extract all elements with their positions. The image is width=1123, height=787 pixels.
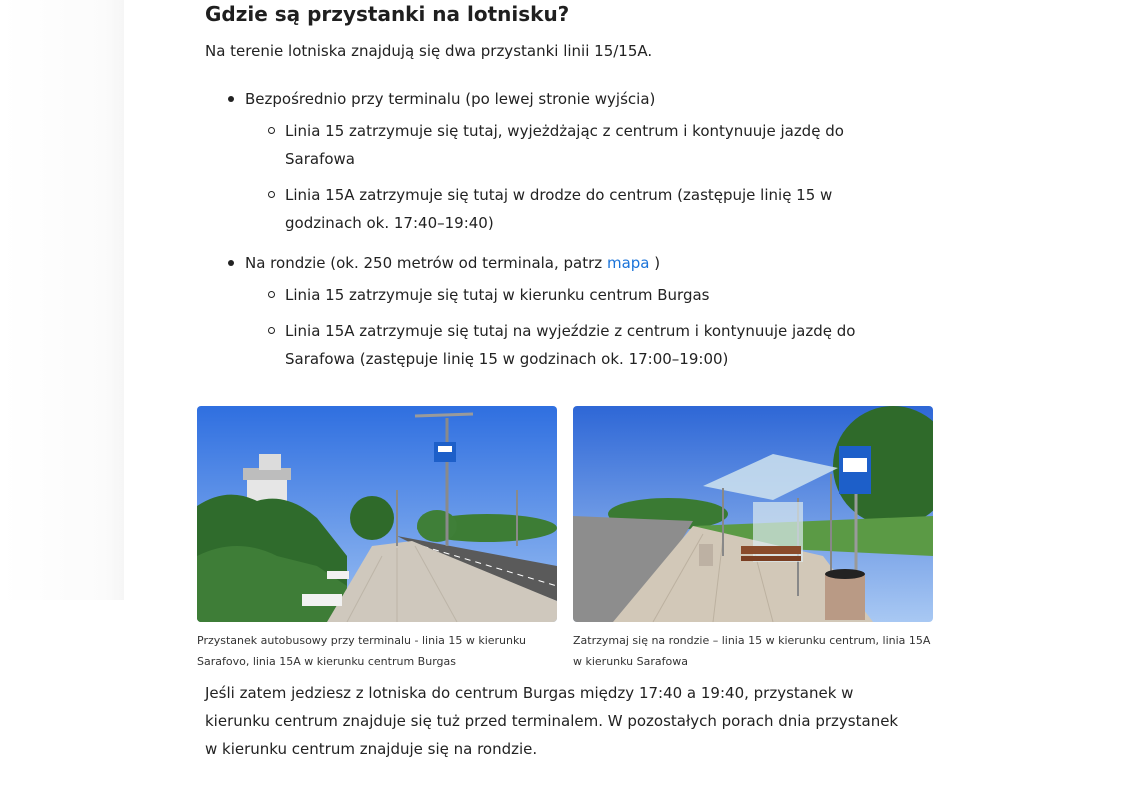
list-subitem: Linia 15 zatrzymuje się tutaj w kierunku centrum Burgas [285,281,875,309]
list-subitem: Linia 15A zatrzymuje się tutaj na wyjeździe z centrum i kontynuuje jazdę do Sarafowa (zastępuje linię 15 w godzinach ok. 17:00–19:00) [285,317,875,373]
list-item-text: Na rondzie (ok. 250 metrów od terminala, patrz [245,254,607,272]
list-item-roundabout-stop [245,249,660,277]
map-link[interactable]: mapa [606,254,650,272]
outro-paragraph: Jeśli zatem jedziesz z lotniska do centrum Burgas między 17:40 a 19:40, przystanek w kierunku centrum znajduje się tuż przed terminalem. W pozostałych porach dnia przystanek w kierunku centrum znajduje się na rondzie. [205,684,899,758]
intro-paragraph: Na terenie lotniska znajdują się dwa przystanki linii 15/15A. [205,42,653,60]
list-item-terminal-stop: Bezpośrednio przy terminalu (po lewej stronie wyjścia) [245,85,655,113]
roundabout-bus-stop-photo[interactable] [573,406,933,622]
list-subitem: Linia 15 zatrzymuje się tutaj, wyjeżdżając z centrum i kontynuuje jazdę do Sarafowa [285,117,875,173]
page-edge-shadow [0,0,124,600]
section-heading: Gdzie są przystanki na lotnisku? [205,2,570,26]
list-item-text: ) [649,254,661,272]
photo-caption-terminal: Przystanek autobusowy przy terminalu - linia 15 w kierunku Sarafovo, linia 15A w kierunku centrum Burgas [197,634,527,668]
list-subitem: Linia 15A zatrzymuje się tutaj w drodze do centrum (zastępuje linię 15 w godzinach ok. 17:40–19:40) [285,181,875,237]
photo-caption-roundabout: Zatrzymaj się na rondzie – linia 15 w kierunku centrum, linia 15A w kierunku Sarafowa [573,634,931,668]
terminal-bus-stop-photo[interactable] [197,406,557,622]
